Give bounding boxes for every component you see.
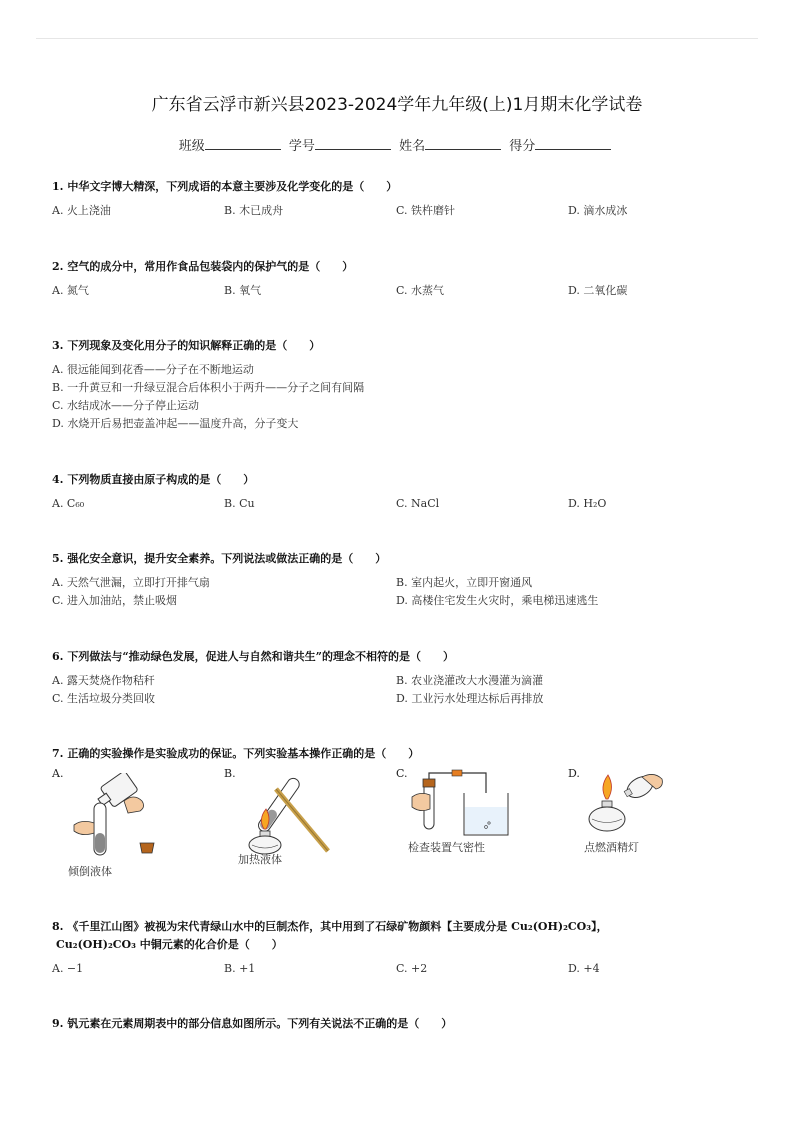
question-stem: 3. 下列现象及变化用分子的知识解释正确的是（ ） [52, 339, 321, 352]
header-divider [36, 38, 758, 39]
option-a-label: A. [52, 767, 64, 780]
option-b: B. 室内起火，立即开窗通风 [396, 576, 533, 589]
option-c: C. +2 [396, 962, 428, 975]
question-stem-line-2: Cu₂(OH)₂CO₃ 中铜元素的化合价是（ ） [56, 938, 283, 951]
question-4 [52, 471, 754, 513]
option-d-label: D. [568, 767, 580, 780]
option-d: D. 水烧开后易把壶盖冲起——温度升高，分子变大 [52, 417, 299, 430]
class-label: 班级 [178, 139, 205, 154]
option-d: D. 二氧化碳 [568, 284, 628, 297]
question-7 [52, 745, 754, 877]
option-b: B. 农业浇灌改大水漫灌为滴灌 [396, 674, 544, 687]
question-stem: 4. 下列物质直接由原子构成的是（ ） [52, 473, 255, 486]
airtightness-check-illustration [408, 769, 518, 839]
figure-caption: 倾倒液体 [68, 865, 112, 878]
question-stem: 2. 空气的成分中，常用作食品包装袋内的保护气的是（ ） [52, 260, 354, 273]
question-3 [52, 337, 754, 433]
question-6 [52, 648, 754, 708]
number-blank[interactable] [315, 137, 391, 150]
option-c: C. 铁杵磨针 [396, 204, 456, 217]
option-c: C. 水蒸气 [396, 284, 445, 297]
question-stem-line-1: 8. 《千里江山图》被视为宋代青绿山水中的巨制杰作，其中用到了石绿矿物颜料【主要成分是 Cu₂(OH)₂CO₃】， [52, 920, 608, 933]
student-info-line [0, 135, 794, 154]
lighting-lamp-illustration [582, 769, 672, 837]
option-c: C. NaCl [396, 497, 440, 510]
page-title: 广东省云浮市新兴县2023-2024学年九年级(上)1月期末化学试卷 [151, 95, 643, 115]
figure-caption: 检查装置气密性 [408, 841, 485, 854]
option-c-label: C. [396, 767, 408, 780]
score-blank[interactable] [535, 137, 611, 150]
figure-option-b [224, 767, 396, 877]
option-b: B. 氧气 [224, 284, 262, 297]
question-5 [52, 550, 754, 610]
option-d: D. 高楼住宅发生火灾时，乘电梯迅速逃生 [396, 594, 599, 607]
number-label: 学号 [288, 139, 315, 154]
option-b-label: B. [224, 767, 236, 780]
option-a: A. −1 [52, 962, 84, 975]
figure-option-d [568, 767, 740, 877]
option-a: A. 火上浇油 [52, 204, 111, 217]
name-blank[interactable] [425, 137, 501, 150]
option-a: A. 露天焚烧作物秸秆 [52, 674, 155, 687]
figure-caption: 加热液体 [238, 853, 282, 866]
question-1 [52, 178, 754, 220]
question-stem: 5. 强化安全意识，提升安全素养。下列说法或做法正确的是（ ） [52, 552, 387, 565]
option-a: A. 很远能闻到花香——分子在不断地运动 [52, 363, 254, 376]
option-c: C. 水结成冰——分子停止运动 [52, 399, 200, 412]
option-d: D. H₂O [568, 497, 607, 510]
option-b: B. +1 [224, 962, 256, 975]
option-a: A. 天然气泄漏，立即打开排气扇 [52, 576, 210, 589]
figure-option-c [396, 767, 568, 877]
option-c: C. 生活垃圾分类回收 [52, 692, 156, 705]
question-9 [52, 1015, 754, 1033]
option-a: A. C₆₀ [52, 497, 85, 510]
question-stem: 6. 下列做法与“推动绿色发展，促进人与自然和谐共生”的理念不相符的是（ ） [52, 650, 454, 663]
pouring-liquid-illustration [62, 773, 172, 859]
option-d: D. 工业污水处理达标后再排放 [396, 692, 544, 705]
figure-option-a [52, 767, 224, 877]
question-stem: 7. 正确的实验操作是实验成功的保证。下列实验基本操作正确的是（ ） [52, 747, 420, 760]
option-b: B. 一升黄豆和一升绿豆混合后体积小于两升——分子之间有间隔 [52, 381, 365, 394]
heating-liquid-illustration [236, 769, 346, 855]
option-d: D. +4 [568, 962, 600, 975]
score-label: 得分 [509, 139, 536, 154]
class-blank[interactable] [205, 137, 281, 150]
option-b: B. 木已成舟 [224, 204, 284, 217]
question-stem: 1. 中华文字博大精深，下列成语的本意主要涉及化学变化的是（ ） [52, 180, 398, 193]
question-stem: 9. 钒元素在元素周期表中的部分信息如图所示。下列有关说法不正确的是（ ） [52, 1017, 453, 1030]
option-c: C. 进入加油站，禁止吸烟 [52, 594, 178, 607]
question-2 [52, 258, 754, 300]
option-a: A. 氮气 [52, 284, 89, 297]
figure-caption: 点燃酒精灯 [584, 841, 639, 854]
name-label: 姓名 [399, 139, 426, 154]
option-d: D. 滴水成冰 [568, 204, 628, 217]
option-b: B. Cu [224, 497, 255, 510]
question-8 [52, 918, 754, 978]
